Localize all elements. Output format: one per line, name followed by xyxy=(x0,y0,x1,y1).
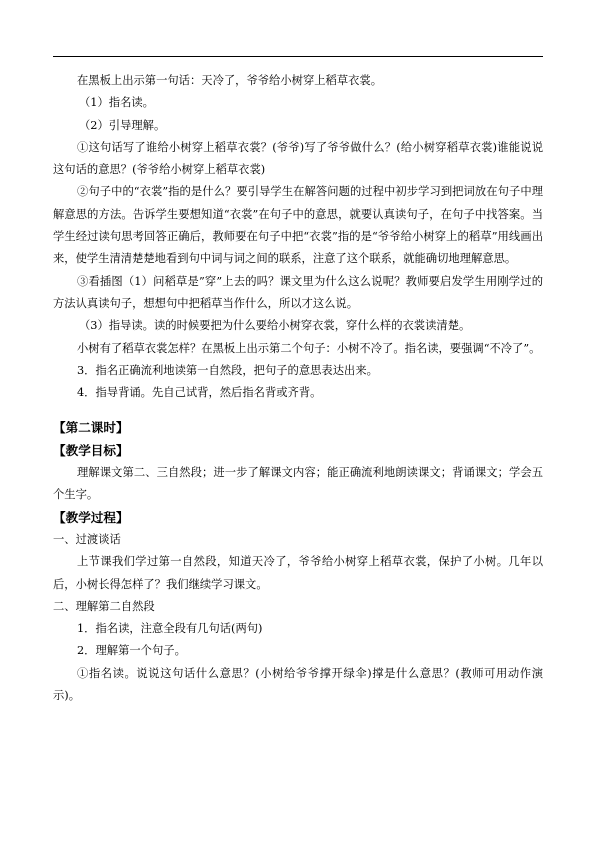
section-gap xyxy=(53,404,543,417)
step-1-read-by-name: 1．指名读，注意全段有几句话(两句) xyxy=(77,622,263,636)
step-guide-understanding: （2）引导理解。 xyxy=(79,118,166,132)
subheading-transition-talk: 一、过渡谈话 xyxy=(53,532,121,546)
step-guide-reading: （3）指导读。读的时候要把为什么要给小树穿衣裳，穿什么样的衣裳读清楚。 xyxy=(79,319,471,333)
paragraph-question-2: ②句子中的“衣裳”指的是什么？要引导学生在解答问题的过程中初步学习到把词放在句子中理解意思的方法。告诉学生要想知道“衣裳”在句子中的意思，就要认真读句子，在句子中找答案。当学生经过读句思考回答正确后，教师要在句子中把“衣裳”指的是“爷爷给小树穿上的稻草”用线画出来，使学生清清楚楚地看到句中词与词之间的联系，注意了这个联系，就能确切地理解意思。 xyxy=(53,185,543,266)
step-4-recitation: 4．指导背诵。先自己试背，然后指名背或齐背。 xyxy=(77,386,322,400)
paragraph-teaching-goals: 理解课文第二、三自然段；进一步了解课文内容；能正确流利地朗读课文；背诵课文；学会五个生字。 xyxy=(53,466,543,502)
step-read-by-name: （1）指名读。 xyxy=(79,96,154,110)
heading-second-lesson: 【第二课时】 xyxy=(53,420,129,436)
header-rule xyxy=(53,56,543,57)
document-body xyxy=(53,70,543,707)
subheading-second-paragraph: 二、理解第二自然段 xyxy=(53,599,155,613)
heading-teaching-process: 【教学过程】 xyxy=(53,509,129,525)
paragraph-read-and-explain: ①指名读。说说这句话什么意思？(小树给爷爷撑开绿伞)撑是什么意思？(教师可用动作演示)。 xyxy=(53,666,543,703)
paragraph-question-1: ①这句话写了谁给小树穿上稻草衣裳？(爷爷)写了爷爷做什么？(给小树穿稻草衣裳)谁能说说这句话的意思？(爷爷给小树穿上稻草衣裳) xyxy=(53,140,543,177)
heading-teaching-goals: 【教学目标】 xyxy=(53,442,129,458)
paragraph-question-3: ③看插图（1）问稻草是”穿”上去的吗？课文里为什么这么说呢？教师要启发学生用刚学过的方法认真读句子，想想句中把稻草当作什么，所以才这么说。 xyxy=(53,274,543,310)
paragraph-blackboard-sentence-1: 在黑板上出示第一句话：天冷了，爷爷给小树穿上稻草衣裳。 xyxy=(77,74,383,87)
step-3-fluent-reading: 3．指名正确流利地读第一自然段，把句子的意思表达出来。 xyxy=(77,363,378,377)
paragraph-transition-talk: 上节课我们学过第一自然段，知道天冷了，爷爷给小树穿上稻草衣裳，保护了小树。几年以后，小树长得怎样了？我们继续学习课文。 xyxy=(53,555,543,591)
paragraph-blackboard-sentence-2: 小树有了稻草衣裳怎样？在黑板上出示第二个句子：小树不冷了。指名读，要强调“不冷了”。 xyxy=(77,341,541,355)
step-2-understand-first-sentence: 2．理解第一个句子。 xyxy=(77,644,186,658)
